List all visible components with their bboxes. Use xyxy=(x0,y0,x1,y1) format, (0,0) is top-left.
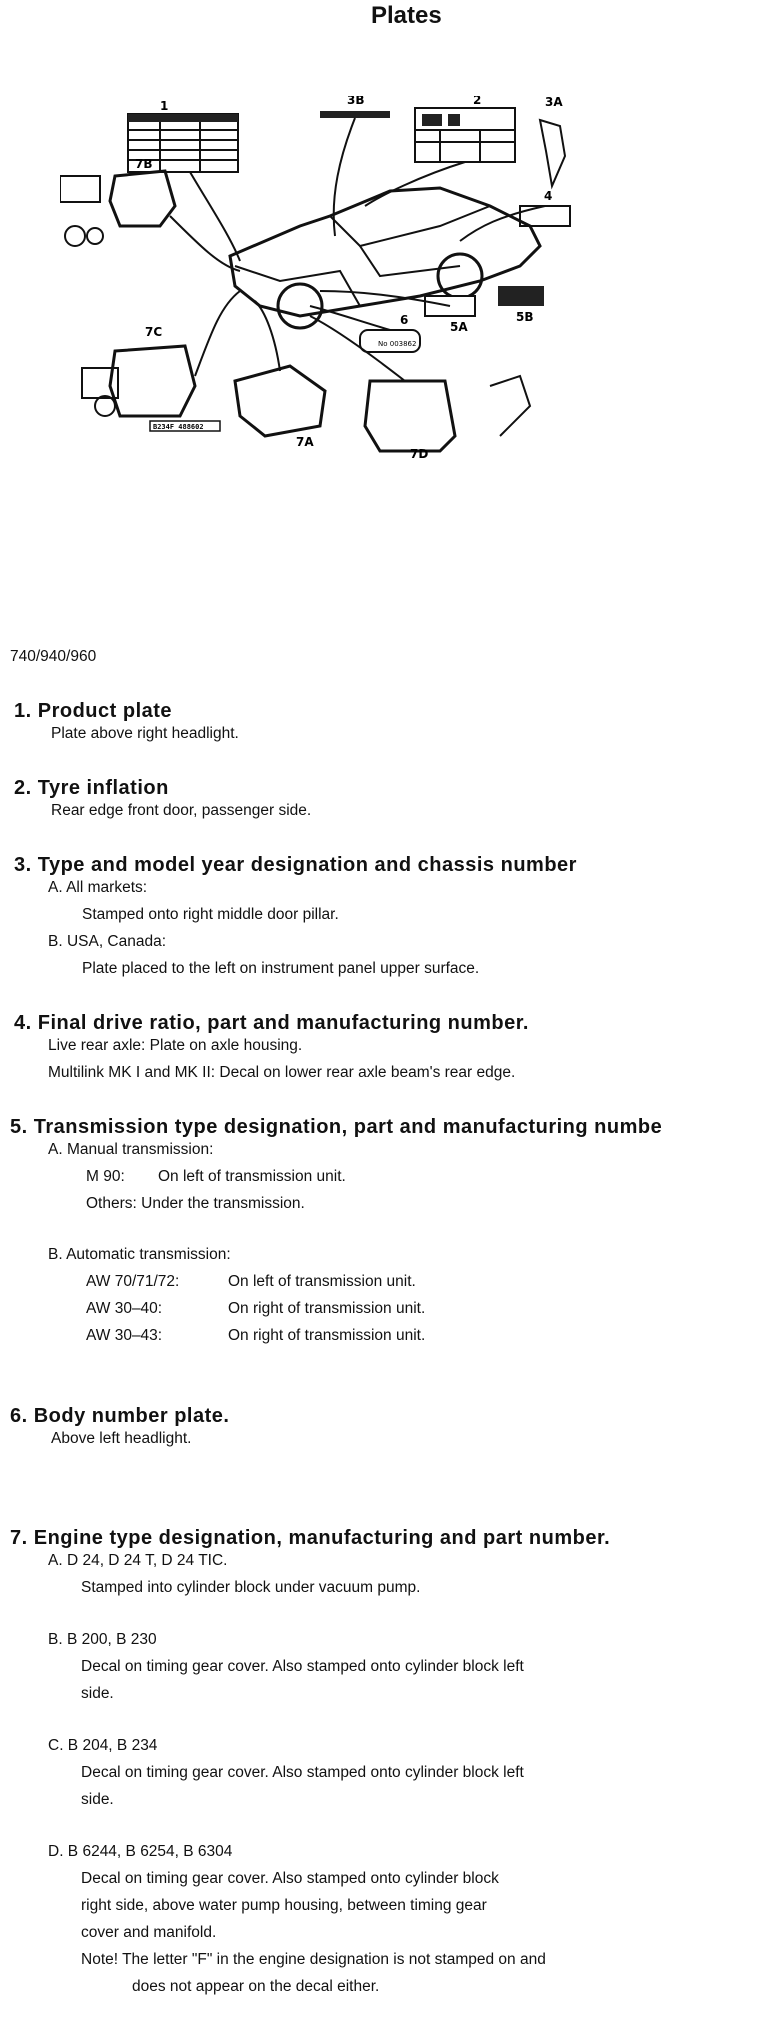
section-4-heading: 4. Final drive ratio, part and manufacturing number. xyxy=(14,1012,529,1034)
section-7-d-line-2: right side, above water pump housing, between timing gear xyxy=(81,1897,487,1914)
label-1: 1 xyxy=(160,99,169,113)
plates-location-diagram xyxy=(60,96,760,606)
section-5-a-other: Others: Under the transmission. xyxy=(86,1195,305,1212)
label-3b: 3B xyxy=(347,96,365,107)
label-5a: 5A xyxy=(450,320,468,334)
engine-7b-illustration xyxy=(60,171,175,246)
section-7-heading: 7. Engine type designation, manufacturing and part number. xyxy=(10,1527,611,1549)
label-7b: 7B xyxy=(135,157,153,171)
section-7-d-label: D. B 6244, B 6254, B 6304 xyxy=(48,1843,233,1860)
section-5-b-code-1: AW 70/71/72: xyxy=(86,1273,180,1290)
label-7a: 7A xyxy=(296,435,314,449)
car-illustration xyxy=(230,188,540,328)
section-6-heading: 6. Body number plate. xyxy=(10,1405,230,1427)
section-3-a-label: A. All markets: xyxy=(48,879,148,896)
engine-code-text: B234F 488602 xyxy=(153,423,204,431)
section-4-line-1: Live rear axle: Plate on axle housing. xyxy=(48,1037,303,1054)
section-5-b-text-1: On left of transmission unit. xyxy=(228,1273,416,1290)
section-1-heading: 1. Product plate xyxy=(14,700,173,722)
section-3-b-text: Plate placed to the left on instrument panel upper surface. xyxy=(82,960,480,977)
section-7-note-2: does not appear on the decal either. xyxy=(132,1978,380,1995)
tyre-inflation-decal-illustration xyxy=(415,108,515,162)
section-5-b-text-3: On right of transmission unit. xyxy=(228,1327,426,1344)
section-3-heading: 3. Type and model year designation and chassis number xyxy=(14,854,577,876)
section-5-a-text: On left of transmission unit. xyxy=(158,1168,346,1185)
body-number-plate-illustration xyxy=(360,330,420,352)
section-7-a-text: Stamped into cylinder block under vacuum pump. xyxy=(81,1579,421,1596)
engine-7d-illustration xyxy=(365,381,455,451)
section-6-text: Above left headlight. xyxy=(51,1430,192,1447)
page-title: Plates xyxy=(371,2,442,29)
section-5-b-code-2: AW 30–40: xyxy=(86,1300,163,1317)
section-7-d-line-1: Decal on timing gear cover. Also stamped onto cylinder block xyxy=(81,1870,499,1887)
label-7c: 7C xyxy=(145,325,163,339)
label-5b: 5B xyxy=(516,310,534,324)
section-5-b-label: B. Automatic transmission: xyxy=(48,1246,231,1263)
label-7d: 7D xyxy=(410,447,429,461)
section-7-c-label: C. B 204, B 234 xyxy=(48,1737,158,1754)
label-2: 2 xyxy=(473,96,482,107)
section-4-line-2: Multilink MK I and MK II: Decal on lower rear axle beam's rear edge. xyxy=(48,1064,516,1081)
section-1-text: Plate above right headlight. xyxy=(51,725,239,742)
section-2-text: Rear edge front door, passenger side. xyxy=(51,802,312,819)
section-7-b-line-1: Decal on timing gear cover. Also stamped onto cylinder block left xyxy=(81,1658,524,1675)
section-2-heading: 2. Tyre inflation xyxy=(14,777,169,799)
models-heading: 740/940/960 xyxy=(10,648,97,665)
label-3a: 3A xyxy=(545,96,563,109)
section-3-b-label: B. USA, Canada: xyxy=(48,933,167,950)
transmission-7a-illustration xyxy=(235,366,325,436)
section-7-a-label: A. D 24, D 24 T, D 24 TIC. xyxy=(48,1552,228,1569)
plate-number-text: No 003862 xyxy=(378,340,417,348)
section-7-note-1: Note! The letter "F" in the engine designation is not stamped on and xyxy=(81,1951,546,1968)
section-5-a-code: M 90: xyxy=(86,1168,125,1185)
label-4: 4 xyxy=(544,189,553,203)
section-5-b-text-2: On right of transmission unit. xyxy=(228,1300,426,1317)
section-3-a-text: Stamped onto right middle door pillar. xyxy=(82,906,339,923)
section-7-b-label: B. B 200, B 230 xyxy=(48,1631,157,1648)
section-5-b-code-3: AW 30–43: xyxy=(86,1327,163,1344)
section-5-heading: 5. Transmission type designation, part and manufacturing numbe xyxy=(10,1116,663,1138)
engine-7c-illustration xyxy=(82,346,195,416)
section-7-d-line-3: cover and manifold. xyxy=(81,1924,217,1941)
section-7-c-line-1: Decal on timing gear cover. Also stamped onto cylinder block left xyxy=(81,1764,524,1781)
door-pillar-illustration xyxy=(540,120,565,186)
label-6: 6 xyxy=(400,313,409,327)
section-7-b-line-2: side. xyxy=(81,1685,114,1702)
section-5-a-label: A. Manual transmission: xyxy=(48,1141,214,1158)
label-3b-strip-icon xyxy=(320,111,390,118)
section-7-c-line-2: side. xyxy=(81,1791,114,1808)
engine-7d-detail-icon xyxy=(490,376,530,436)
axle-plate-illustration xyxy=(520,206,570,226)
transmission-decal-5b-illustration xyxy=(498,286,544,306)
